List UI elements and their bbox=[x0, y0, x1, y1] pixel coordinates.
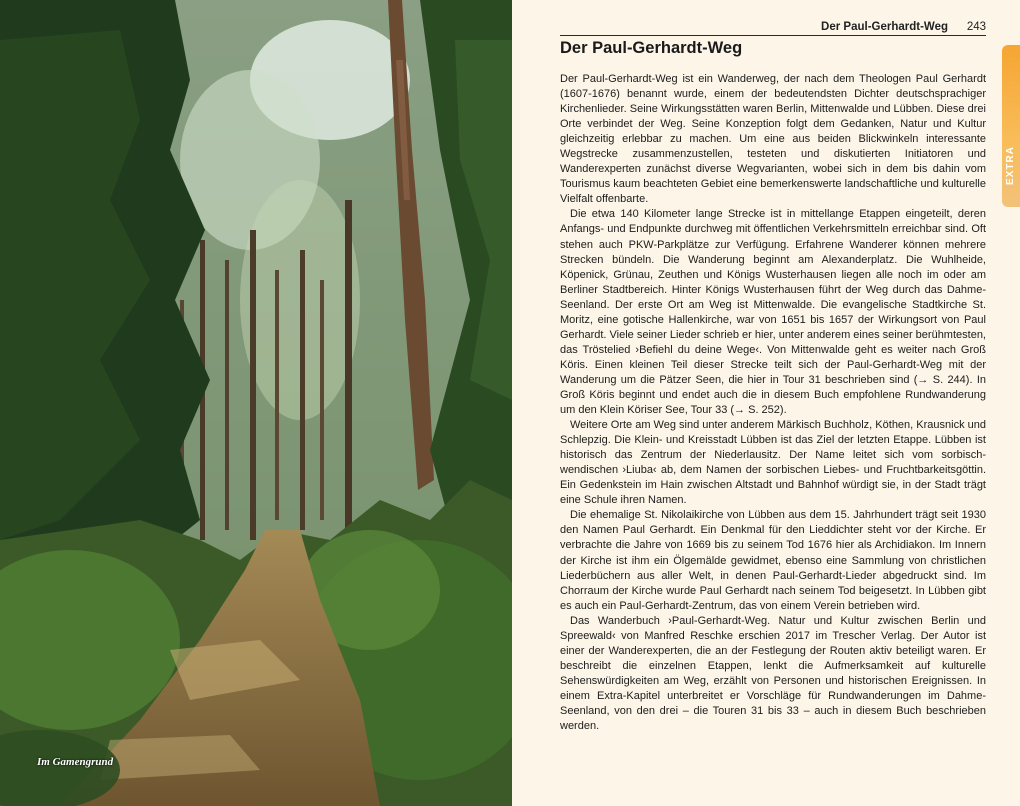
paragraph-3: Weitere Orte am Weg sind unter anderem Märkisch Buchholz, Köthen, Krausnick und Schlepzig. Die Klein- und Kreisstadt Lübben ist das Ziel der letzten Etappe. Lübben ist historisch das Zentrum der Niederlausitz. Der Name leitet sich vom sorbisch-wendischen ›Liuba‹ ab, dem Namen der sorbischen Liebes- und Fruchtbarkeitsgöttin. Ein Gedenkstein im Hain zwischen Altstadt und Bahnhof würdigt sie, in der Stadt trägt eine Schule ihren Namen. bbox=[560, 419, 986, 507]
side-tab-label: EXTRA bbox=[1005, 146, 1016, 185]
article-heading: Der Paul-Gerhardt-Weg bbox=[560, 39, 743, 57]
page-number: 243 bbox=[966, 21, 986, 33]
extra-side-tab bbox=[1002, 45, 1020, 207]
photo-caption: Im Gamengrund bbox=[37, 756, 114, 768]
paragraph-4: Die ehemalige St. Nikolaikirche von Lübben aus dem 15. Jahrhundert trägt seit 1930 den Namen Paul Gerhardt. Ein Denkmal für den Lieddichter steht vor der Kirche. Er verbrachte die Jahre von 1669 bis zu seinem Tod 1676 hier als Archidiakon. Im Innern der Kirche ist ihm ein Ölgemälde gewidmet, ebenso eine Sammlung von christlichen Liederbüchern aus aller Welt, in denen Paul-Gerhardt-Lieder abgedruckt sind. Im Chorraum der Kirche wurde Paul Gerhardt nach seinem Tod beigesetzt. In Lübben gibt es auch ein Paul-Gerhardt-Zentrum, das von einem Verein betrieben wird. bbox=[560, 509, 986, 612]
running-title: Der Paul-Gerhardt-Weg bbox=[821, 21, 948, 33]
paragraph-5: Das Wanderbuch ›Paul-Gerhardt-Weg. Natur und Kultur zwischen Berlin und Spreewald‹ von Manfred Reschke erschien 2017 im Trescher Verlag. Der Autor ist einer der Wanderexperten, die an der Festlegung der Routen aktiv beteiligt waren. Er beschreibt die einzelnen Etappen, lenkt die Aufmerksamkeit auf kulturelle Sehenswürdigkeiten am Weg, erzählt von Personen und historischen Ereignissen. In einem Extra-Kapitel unterbreitet er Vorschläge für Rundwanderungen im Dahme-Seenland, von den drei – die Touren 31 bis 33 – auch in diesem Buch beschrieben werden. bbox=[560, 614, 986, 733]
running-header bbox=[560, 18, 986, 36]
text-page bbox=[512, 0, 1020, 806]
article-body bbox=[560, 72, 986, 734]
paragraph-2: Die etwa 140 Kilometer lange Strecke ist in mittellange Etappen eingeteilt, deren Anfangs- und Endpunkte durchweg mit öffentlichen Verkehrsmitteln erreichbar sind. Oft stehen auch PKW-Parkplätze zur Verfügung. Erfahrene Wanderer können mehrere Strecken bündeln. Die Wanderung beginnt am Alexanderplatz. Die Wuhlheide, Köpenick, Grünau, Zeuthen und Königs Wusterhausen liegen alle noch im oder am Berliner Stadtbereich. Hinter Königs Wusterhausen führt der Weg durch das Dahme-Seenland. Der erste Ort am Weg ist Mittenwalde. Die evangelische Stadtkirche St. Moritz, eine gotische Hallenkirche, war von 1651 bis 1657 der Wirkungsort von Paul Gerhardt. Viele seiner Lieder schrieb er hier, unter anderem eines seiner berühmtesten, das Tröstelied ›Befiehl du deine Wege‹. Von Mittenwalde geht es weiter nach Groß Köris. Einen kleinen Teil dieser Strecke teilt sich der Paul-Gerhardt-Weg mit der Wanderung um die Pätzer Seen, die hier in Tour 31 beschrieben sind (→ S. 244). In Groß Köris beginnt und endet auch die in diesem Buch empfohlene Rundwanderung um den Klein Köriser See, Tour 33 (→ S. 252). bbox=[560, 208, 986, 417]
paragraph-1: Der Paul-Gerhardt-Weg ist ein Wanderweg, der nach dem Theologen Paul Gerhardt (1607-1676) benannt wurde, einem der bedeutendsten Dichter deutschsprachiger Kirchenlieder. Seine Wirkungsstätten waren Berlin, Mittenwalde und Lübben. Diese drei Orte verbindet der Weg. Seine Konzeption folgt dem Gedanken, Natur und Kultur gleichzeitig erlebbar zu machen. Um eine aus beiden Blickwinkeln interessante Wegstrecke zusammenzustellen, testeten und diskutierten Initiatoren und Wanderexperten zunächst diverse Wegvarianten, wobei sich in dem bis dahin vom Tourismus kaum beachteten Gebiet eine bemerkenswerte landschaftliche und kulturelle Vielfalt offenbarte. bbox=[560, 73, 986, 206]
